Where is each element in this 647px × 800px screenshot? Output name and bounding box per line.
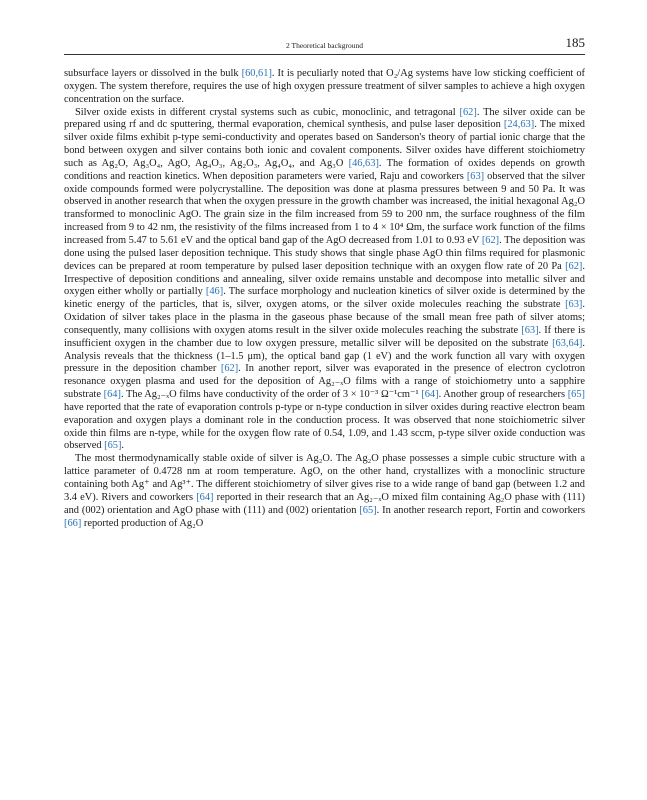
citation-link[interactable]: [65] <box>359 504 377 516</box>
citation-link[interactable]: [24,63] <box>503 119 535 131</box>
citation-link[interactable]: [63,64] <box>552 337 583 349</box>
citation-link[interactable]: [64] <box>196 491 214 503</box>
citation-link[interactable]: [66] <box>64 517 82 529</box>
body-text <box>64 68 585 530</box>
citation-link[interactable]: [62] <box>565 260 583 272</box>
citation-link[interactable]: [62] <box>220 363 239 375</box>
citation-link[interactable]: [65] <box>104 440 122 452</box>
citation-link[interactable]: [46] <box>205 286 224 298</box>
document-page <box>64 32 585 530</box>
citation-link[interactable]: [63] <box>466 170 485 182</box>
citation-link[interactable]: [60,61] <box>241 68 272 79</box>
paragraph: The most thermodynamically stable oxide of silver is Ag₂O. The Ag₂O phase possesses a simple cubic structure with a lattice parameter of 0.4728 nm at room temperature. AgO, on the other hand, crystallizes with a monoclinic structure containing both Ag⁺ and Ag³⁺. The different stoichiometry of silver gives rise to a wide range of band gap (between 1.2 and 3.4 eV). Rivers and coworkers [64] reported in their research that an Ag₂₋ₓO mixed film containing Ag₂O phase with (111) and (002) orientation and AgO phase with (111) and (002) orientation [65]. In another research report, Fortin and coworkers [66] reported production of Ag₂O <box>64 453 586 529</box>
citation-link[interactable]: [63] <box>565 299 583 311</box>
citation-link[interactable]: [62] <box>459 106 477 118</box>
running-header <box>64 32 585 55</box>
paragraph: subsurface layers or dissolved in the bulk [60,61]. It is peculiarly noted that O₂/Ag systems have low sticking coefficient of oxygen. The system therefore, requires the use of high oxygen pressure treatment of silver samples to achieve a high oxygen concentration on the surface. <box>64 68 585 105</box>
page-number: 185 <box>565 35 585 50</box>
citation-link[interactable]: [63] <box>521 324 539 336</box>
citation-link[interactable]: [62] <box>481 234 500 246</box>
citation-link[interactable]: [64] <box>103 389 121 401</box>
citation-link[interactable]: [46,63] <box>348 157 379 169</box>
citation-link[interactable]: [65] <box>567 389 585 401</box>
section-title: 2 Theoretical background <box>286 41 363 50</box>
citation-link[interactable]: [64] <box>421 389 439 401</box>
paragraph: Silver oxide exists in different crystal systems such as cubic, monoclinic, and tetragonal [62]. The silver oxide can be prepared using rf and dc sputtering, thermal evaporation, chemical synthesis, and pulse laser deposition [24,63]. The mixed silver oxide films exhibit p-type semi-conductivity and operates based on Sanderson's theory of partial ionic charge that the bond between oxygen and silver contains both ionic and covalent components. Silver oxides have different stoichiometry such as Ag₂O, Ag₃O₄, AgO, Ag₄O₃, Ag₂O₃, Ag₄O₄, and Ag₃O [46,63]. The formation of oxides depends on growth conditions and reaction kinetics. When deposition parameters were varied, Raju and coworkers [63] observed that the silver oxide compounds formed were polycrystalline. The deposition was done at plasma pressures between 9 and 50 Pa. It was observed in another research that when the oxygen pressure in the growth chamber was increased, the initial hexagonal Ag₂O transformed to monoclinic AgO. The grain size in the film increased from 59 to 200 nm, the surface roughness of the film increased from 9 to 42 nm, the resistivity of the films increased from 1 to 4 × 10⁴ Ωm, the surface work function of the films increased from 5.47 to 5.61 eV and the optical band gap of the AgO decreased from 1.01 to 0.93 eV [62]. The deposition was done using the pulsed laser deposition technique. This study shows that single phase AgO thin films required for plasmonic devices can be prepared at room temperature by pulsed laser deposition technique with an oxygen flow rate of 20 Pa [62]. Irrespective of deposition conditions and annealing, silver oxide remains unstable and decompose into metallic silver and oxygen either wholly or partially [46]. The surface morphology and nucleation kinetics of silver oxide is determined by the kinetic energy of the particles, that is, silver, oxygen atoms, or the silver oxide molecules reaching the substrate [63]. Oxidation of silver takes place in the plasma in the gaseous phase because of the small mean free path of silver atoms; consequently, many collisions with oxygen atoms result in the silver oxide molecules reaching the substrate [63]. If there is insufficient oxygen in the chamber due to low oxygen pressure, metallic silver will be deposited on the substrate [63,64]. Analysis reveals that the thickness (1–1.5 μm), the optical band gap (1 eV) and the work function all vary with oxygen pressure in the deposition chamber [62]. In another report, silver was evaporated in the presence of electron cyclotron resonance oxygen plasma and used for the deposition of Ag₂₋ₓO films with a range of stoichiometry unto a sapphire substrate [64]. The Ag₂₋ₓO films have conductivity of the order of 3 × 10⁻³ Ω⁻¹cm⁻¹ [64]. Another group of researchers [65] have reported that the rate of evaporation controls p-type or n-type conduction in silver oxides during reactive electron beam evaporation and oxygen plays a dominant role in the conduction process. It was observed that none stoichiometric silver oxide thin films are n-type, while for the oxygen flow rate of 0.54, 1.09, and 1.43 sccm, p-type silver oxide conduction was observed [65]. <box>64 106 586 452</box>
